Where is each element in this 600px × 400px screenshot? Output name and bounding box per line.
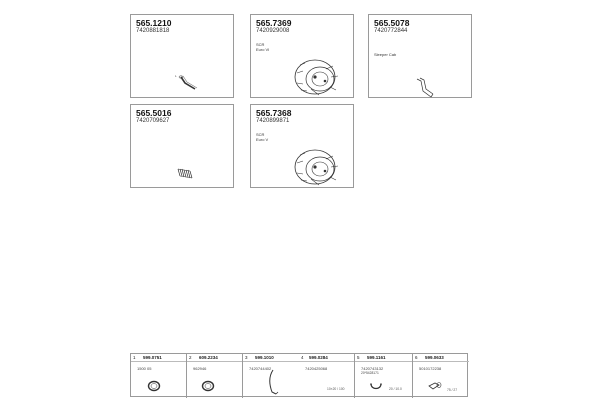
accessory-part-number: 599.0633	[425, 355, 444, 360]
accessory-part-number: 599.1010	[255, 355, 274, 360]
accessory-cell[interactable]	[413, 354, 469, 398]
accessory-index: 4	[301, 355, 304, 360]
accessory-oem: 7420744402	[249, 366, 272, 371]
accessory-part-number: 599.0284	[309, 355, 328, 360]
accessory-header	[413, 354, 469, 362]
part-card[interactable]	[130, 104, 234, 188]
svg-text:L: L	[175, 74, 177, 78]
accessory-index: 3	[245, 355, 248, 360]
u-bolt-clamp-icon	[369, 382, 383, 392]
accessory-strip	[130, 353, 468, 397]
flex-hose-illustration	[175, 167, 195, 183]
pipe-connector-icon	[427, 380, 443, 392]
oem-number: 7420772844	[374, 28, 408, 34]
accessory-header	[243, 354, 354, 362]
accessory-index: 1	[133, 355, 136, 360]
accessory-header	[355, 354, 412, 362]
accessory-oem: 5010172238	[419, 366, 442, 371]
oem-number: 7420709627	[136, 118, 170, 124]
accessory-oem: 962946	[193, 366, 207, 371]
part-card[interactable]	[130, 14, 234, 98]
oem-number: 7420881818	[136, 28, 170, 34]
part-note: Sleeper Cab	[374, 52, 397, 57]
muffler-illustration	[285, 57, 345, 101]
clamp-icon	[201, 380, 215, 392]
accessory-cell[interactable]	[131, 354, 187, 398]
oem-number: 7420899871	[256, 118, 290, 124]
accessory-cell[interactable]	[355, 354, 413, 398]
accessory-oem: 1500 05	[137, 366, 152, 371]
accessory-cell[interactable]	[243, 354, 355, 398]
accessory-oem: 20*5428171	[361, 371, 379, 375]
muffler-illustration	[285, 147, 345, 191]
exhaust-pipe-illustration	[171, 73, 211, 103]
part-card[interactable]	[368, 14, 472, 98]
accessory-dimension: 10×20 / 100	[327, 387, 345, 391]
part-note: SCR	[256, 132, 265, 137]
tailpipe-illustration	[411, 75, 441, 105]
part-note: Euro VI	[256, 47, 270, 52]
part-number: 565.5078	[374, 18, 410, 28]
part-number: 565.7368	[256, 108, 292, 118]
accessory-index: 5	[357, 355, 360, 360]
accessory-oem: 7420743132	[361, 366, 384, 371]
hanger-strap-icon	[263, 368, 283, 398]
part-number: 565.1210	[136, 18, 172, 28]
part-number: 565.7369	[256, 18, 292, 28]
accessory-oem: 7420425068	[305, 366, 328, 371]
part-number: 565.5016	[136, 108, 172, 118]
accessory-part-number: 599.1161	[367, 355, 386, 360]
accessory-cell[interactable]	[187, 354, 243, 398]
accessory-index: 6	[415, 355, 418, 360]
accessory-header	[187, 354, 242, 362]
part-note: Euro V	[256, 137, 269, 142]
oem-number: 7420929008	[256, 28, 290, 34]
accessory-part-number: 609.2234	[199, 355, 218, 360]
accessory-header	[131, 354, 186, 362]
part-card[interactable]	[250, 104, 354, 188]
part-note: SCR	[256, 42, 265, 47]
accessory-index: 2	[189, 355, 192, 360]
part-card[interactable]	[250, 14, 354, 98]
accessory-dimension: 75 / 27	[447, 388, 458, 392]
clamp-icon	[147, 380, 161, 392]
accessory-part-number: 599.0751	[143, 355, 162, 360]
accessory-dimension: 20 / 10.0	[389, 387, 402, 391]
